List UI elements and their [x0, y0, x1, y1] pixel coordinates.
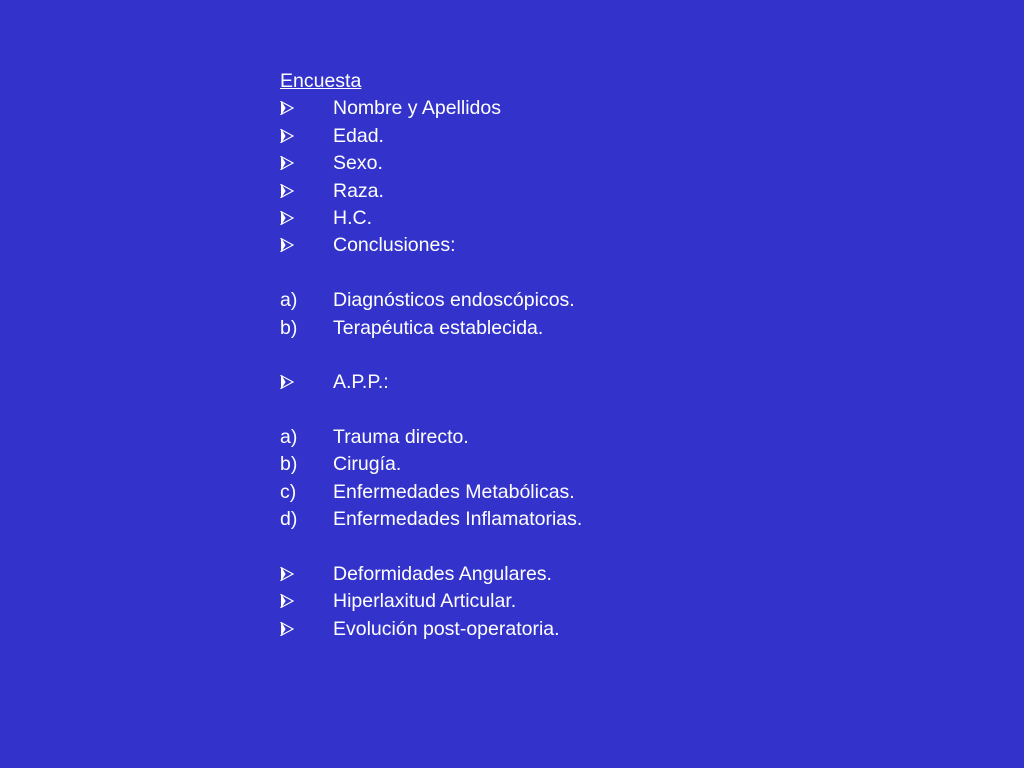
list-item-text: Terapéutica establecida. — [333, 316, 544, 339]
list-item — [280, 205, 880, 232]
arrowhead-bullet-icon — [280, 184, 294, 198]
list-item — [280, 479, 880, 506]
list-item-text: Conclusiones: — [333, 234, 456, 257]
list-letter-marker: c) — [280, 480, 297, 503]
list-item — [280, 178, 880, 205]
list-letter-marker: d) — [280, 508, 298, 531]
group-spacer — [280, 534, 880, 561]
arrowhead-bullet-icon — [280, 375, 294, 389]
list-item-text: Evolución post-operatoria. — [333, 617, 560, 640]
list-letter-marker: b) — [280, 316, 298, 339]
list-item-text: Enfermedades Inflamatorias. — [333, 508, 583, 531]
list-marker — [280, 369, 333, 396]
list-marker — [280, 178, 333, 205]
list-marker — [280, 150, 333, 177]
group-spacer — [280, 260, 880, 287]
arrowhead-bullet-icon — [280, 101, 294, 115]
list-marker — [280, 588, 333, 615]
item-list — [280, 95, 880, 643]
group-spacer — [280, 397, 880, 424]
list-item — [280, 287, 880, 314]
slide-content — [280, 68, 880, 643]
list-item-text: Raza. — [333, 179, 384, 202]
list-item — [280, 315, 880, 342]
list-marker — [280, 232, 333, 259]
arrowhead-bullet-icon — [280, 129, 294, 143]
arrowhead-bullet-icon — [280, 238, 294, 252]
group-spacer — [280, 342, 880, 369]
list-marker — [280, 616, 333, 643]
list-item — [280, 616, 880, 643]
list-item-text: Enfermedades Metabólicas. — [333, 480, 575, 503]
list-item — [280, 95, 880, 122]
list-item-text: Hiperlaxitud Articular. — [333, 590, 517, 613]
list-item-text: Trauma directo. — [333, 426, 469, 449]
list-marker — [280, 95, 333, 122]
list-item-text: A.P.P.: — [333, 371, 389, 394]
list-item — [280, 369, 880, 396]
list-item — [280, 123, 880, 150]
list-item — [280, 150, 880, 177]
list-item — [280, 588, 880, 615]
list-marker — [280, 205, 333, 232]
arrowhead-bullet-icon — [280, 156, 294, 170]
list-item-text: Nombre y Apellidos — [333, 97, 501, 120]
list-letter-marker: a) — [280, 289, 298, 312]
list-marker — [280, 123, 333, 150]
list-letter-marker: b) — [280, 453, 298, 476]
list-item-text: Deformidades Angulares. — [333, 563, 552, 586]
list-item — [280, 232, 880, 259]
arrowhead-bullet-icon — [280, 622, 294, 636]
list-item-text: H.C. — [333, 206, 372, 229]
list-item — [280, 561, 880, 588]
list-item — [280, 506, 880, 533]
arrowhead-bullet-icon — [280, 567, 294, 581]
list-item-text: Sexo. — [333, 152, 383, 175]
list-letter-marker: a) — [280, 426, 298, 449]
arrowhead-bullet-icon — [280, 594, 294, 608]
list-item — [280, 451, 880, 478]
slide-title: Encuesta — [280, 70, 362, 92]
list-item-text: Edad. — [333, 124, 384, 147]
list-marker — [280, 561, 333, 588]
list-item — [280, 424, 880, 451]
list-item-text: Cirugía. — [333, 453, 402, 476]
list-item-text: Diagnósticos endoscópicos. — [333, 289, 575, 312]
arrowhead-bullet-icon — [280, 211, 294, 225]
